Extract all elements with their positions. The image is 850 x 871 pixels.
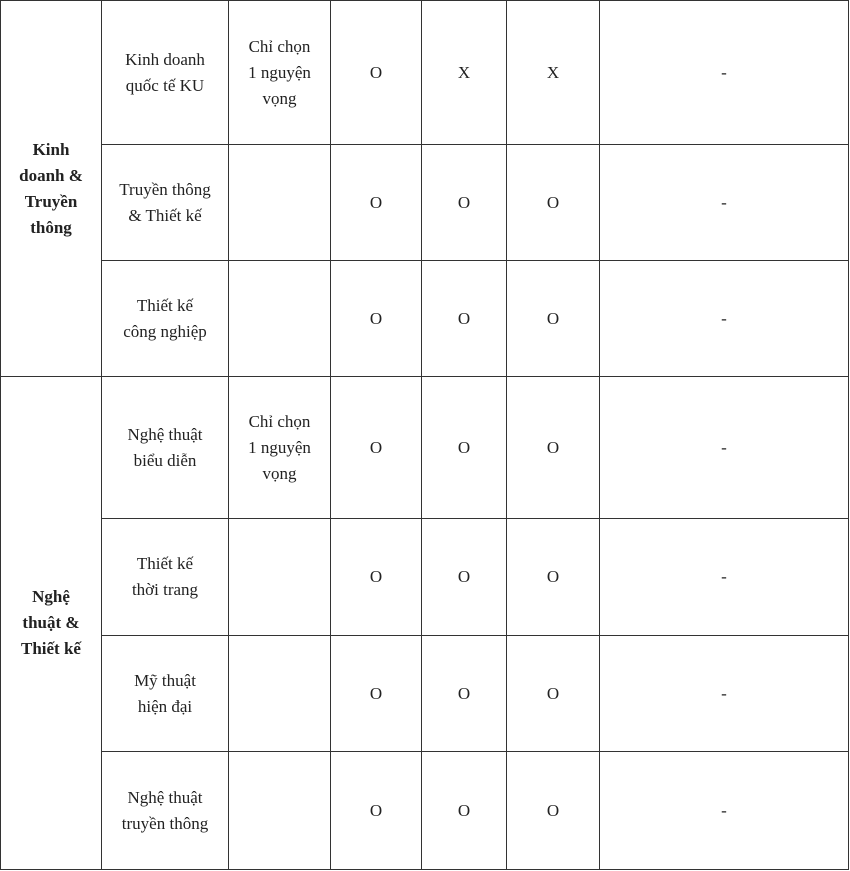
value-cell: O xyxy=(422,519,507,636)
major-cell xyxy=(102,752,229,870)
value-cell: - xyxy=(600,752,849,870)
table-row xyxy=(1,145,849,261)
major-name: Truyền thông & Thiết kế xyxy=(119,179,211,225)
table-row xyxy=(1,261,849,377)
note-cell xyxy=(229,261,331,377)
major-cell xyxy=(102,519,229,636)
group-cell xyxy=(1,1,102,377)
major-cell xyxy=(102,145,229,261)
value-cell: O xyxy=(507,145,600,261)
value-cell: - xyxy=(600,519,849,636)
table-row xyxy=(1,636,849,752)
value-cell: - xyxy=(600,261,849,377)
group-label: Kinh doanh & Truyền thông xyxy=(19,139,83,237)
value-cell: O xyxy=(331,636,422,752)
value-cell: O xyxy=(422,261,507,377)
value-cell: O xyxy=(422,377,507,519)
value-cell: O xyxy=(331,377,422,519)
value-cell: O xyxy=(422,752,507,870)
value-cell: X xyxy=(422,1,507,145)
value-cell: O xyxy=(331,1,422,145)
note-cell xyxy=(229,145,331,261)
major-name: Thiết kế thời trang xyxy=(131,554,199,599)
table-row xyxy=(1,377,849,519)
value-cell: O xyxy=(507,519,600,636)
value-cell: O xyxy=(331,752,422,870)
major-name: Kinh doanh quốc tế KU xyxy=(125,49,205,95)
value-cell: X xyxy=(507,1,600,145)
table-row xyxy=(1,1,849,145)
value-cell: - xyxy=(600,636,849,752)
value-cell: O xyxy=(507,261,600,377)
value-cell: O xyxy=(507,377,600,519)
table-row xyxy=(1,519,849,636)
note-text: Chỉ chọn 1 nguyện vọng xyxy=(248,36,311,108)
note-cell xyxy=(229,636,331,752)
major-name: Nghệ thuật truyền thông xyxy=(121,787,209,833)
value-cell: O xyxy=(331,519,422,636)
note-cell xyxy=(229,377,331,519)
group-label: Nghệ thuật & Thiết kế xyxy=(21,587,81,658)
major-cell xyxy=(102,1,229,145)
group-cell xyxy=(1,377,102,870)
major-name: Thiết kế công nghiệp xyxy=(123,295,207,341)
value-cell: - xyxy=(600,145,849,261)
note-cell xyxy=(229,1,331,145)
note-cell xyxy=(229,519,331,636)
value-cell: O xyxy=(422,145,507,261)
value-cell: O xyxy=(331,145,422,261)
value-cell: O xyxy=(507,636,600,752)
major-cell xyxy=(102,261,229,377)
note-cell xyxy=(229,752,331,870)
major-name: Mỹ thuật hiện đại xyxy=(134,670,196,716)
value-cell: - xyxy=(600,1,849,145)
major-cell xyxy=(102,377,229,519)
value-cell: O xyxy=(507,752,600,870)
table-row xyxy=(1,752,849,870)
major-cell xyxy=(102,636,229,752)
major-name: Nghệ thuật biểu diễn xyxy=(127,424,203,470)
value-cell: - xyxy=(600,377,849,519)
value-cell: O xyxy=(331,261,422,377)
note-text: Chỉ chọn 1 nguyện vọng xyxy=(248,411,311,483)
value-cell: O xyxy=(422,636,507,752)
